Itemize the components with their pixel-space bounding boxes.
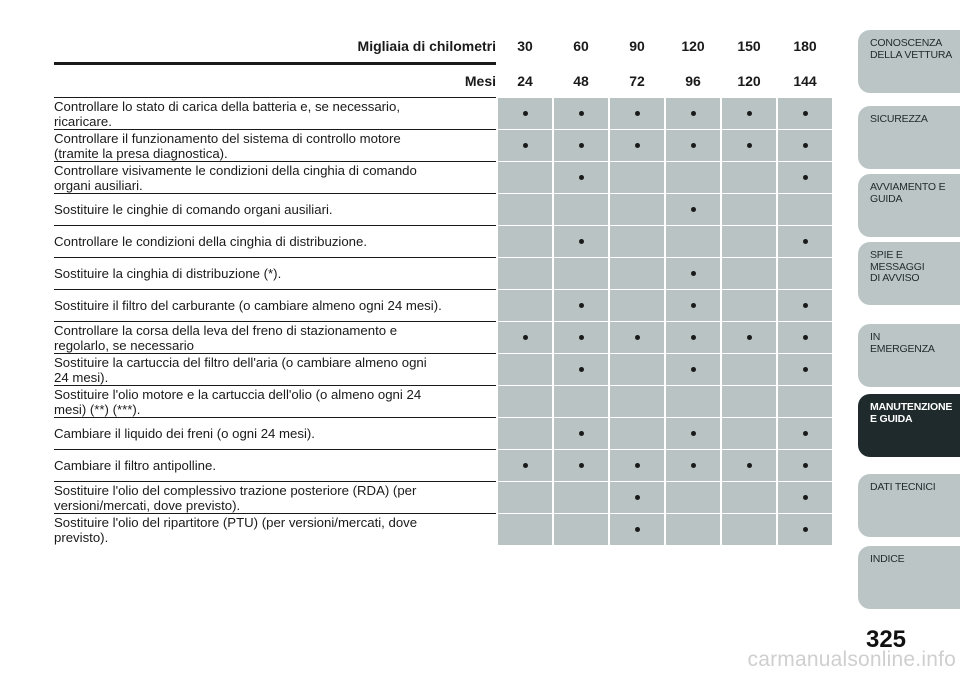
interval-cell (722, 225, 776, 257)
scheduled-dot-icon (803, 111, 808, 116)
watermark: carmanualsonline.info (747, 648, 956, 671)
interval-cell (498, 513, 552, 545)
table-row (54, 449, 846, 481)
task-description (54, 321, 496, 353)
interval-cell (610, 481, 664, 513)
sidebar-tab-6[interactable]: DATI TECNICI (858, 474, 960, 537)
scheduled-dot-icon (803, 463, 808, 468)
interval-cell (498, 449, 552, 481)
interval-cell (778, 129, 832, 161)
scheduled-dot-icon (579, 463, 584, 468)
scheduled-dot-icon (691, 303, 696, 308)
scheduled-dot-icon (803, 431, 808, 436)
interval-cell (778, 417, 832, 449)
scheduled-dot-icon (579, 175, 584, 180)
task-description (54, 225, 496, 257)
interval-cell (666, 257, 720, 289)
task-text-line: regolarlo, se necessario (54, 337, 195, 353)
km-header-cells (496, 38, 832, 54)
sidebar-tab-7[interactable]: INDICE (858, 546, 960, 609)
interval-cell (666, 161, 720, 193)
interval-cell (554, 161, 608, 193)
scheduled-dot-icon (635, 335, 640, 340)
page-number: 325 (865, 626, 907, 653)
task-text-line: Sostituire la cinghia di distribuzione (*). (54, 266, 282, 281)
interval-cell (722, 97, 776, 129)
task-text-line: previsto). (54, 529, 109, 545)
task-text-line: mesi) (**) (***). (54, 401, 141, 417)
interval-cell (722, 193, 776, 225)
interval-cell (610, 449, 664, 481)
task-text-line: Controllare lo stato di carica della batteria e, se necessario, (54, 98, 400, 114)
months-header-4: 120 (737, 73, 761, 89)
interval-cell (554, 97, 608, 129)
interval-cell (778, 225, 832, 257)
task-text-line: organi ausiliari. (54, 177, 143, 193)
table-row (54, 481, 846, 513)
interval-cell (554, 353, 608, 385)
interval-cell (778, 321, 832, 353)
months-header-2: 72 (629, 73, 645, 89)
interval-cell (722, 513, 776, 545)
interval-cell (778, 513, 832, 545)
months-header-3: 96 (685, 73, 701, 89)
interval-cell (610, 161, 664, 193)
interval-cell (722, 289, 776, 321)
interval-cell (610, 417, 664, 449)
km-header-row (54, 30, 846, 62)
interval-cell (554, 449, 608, 481)
scheduled-dot-icon (803, 495, 808, 500)
km-header-3: 120 (681, 38, 705, 54)
scheduled-dot-icon (691, 271, 696, 276)
scheduled-dot-icon (803, 335, 808, 340)
interval-cell (610, 321, 664, 353)
table-row (54, 385, 846, 417)
task-text-line: Sostituire l'olio del complessivo trazione posteriore (RDA) (per (54, 482, 417, 498)
interval-cell (666, 97, 720, 129)
sidebar-tab-1[interactable]: SICUREZZA (858, 106, 960, 169)
interval-cell (498, 257, 552, 289)
task-text-line: versioni/mercati, dove previsto). (54, 497, 241, 513)
scheduled-dot-icon (579, 111, 584, 116)
task-text-line: Cambiare il filtro antipolline. (54, 458, 216, 473)
task-description (54, 97, 496, 129)
interval-cell (666, 385, 720, 417)
scheduled-dot-icon (635, 527, 640, 532)
interval-cell (554, 385, 608, 417)
interval-cell (554, 513, 608, 545)
km-header-1: 60 (573, 38, 589, 54)
interval-cell (722, 417, 776, 449)
interval-cell (666, 193, 720, 225)
interval-cell (666, 321, 720, 353)
task-description (54, 353, 496, 385)
interval-cell (498, 481, 552, 513)
scheduled-dot-icon (635, 463, 640, 468)
scheduled-dot-icon (579, 431, 584, 436)
interval-cell (666, 417, 720, 449)
task-description (54, 481, 496, 513)
interval-cell (554, 129, 608, 161)
table-row (54, 225, 846, 257)
interval-cell (610, 129, 664, 161)
interval-cell (610, 353, 664, 385)
task-text-line: Controllare visivamente le condizioni della cinghia di comando (54, 162, 417, 178)
scheduled-dot-icon (691, 207, 696, 212)
interval-cell (554, 257, 608, 289)
interval-cell (498, 385, 552, 417)
task-text-line: Controllare la corsa della leva del freno di stazionamento e (54, 322, 398, 338)
task-text-line: Controllare le condizioni della cinghia di distribuzione. (54, 234, 368, 249)
scheduled-dot-icon (803, 239, 808, 244)
scheduled-dot-icon (635, 143, 640, 148)
scheduled-dot-icon (635, 495, 640, 500)
table-row (54, 513, 846, 545)
interval-cell (610, 97, 664, 129)
interval-cell (666, 129, 720, 161)
scheduled-dot-icon (691, 335, 696, 340)
interval-cell (722, 385, 776, 417)
table-row (54, 417, 846, 449)
task-text-line: Sostituire le cinghie di comando organi ausiliari. (54, 202, 333, 217)
scheduled-dot-icon (691, 143, 696, 148)
scheduled-dot-icon (691, 431, 696, 436)
interval-cell (554, 225, 608, 257)
scheduled-dot-icon (803, 527, 808, 532)
task-text-line: Sostituire il filtro del carburante (o cambiare almeno ogni 24 mesi). (54, 298, 442, 313)
interval-cell (778, 353, 832, 385)
task-text-line: Controllare il funzionamento del sistema di controllo motore (54, 130, 401, 146)
task-description (54, 129, 496, 161)
scheduled-dot-icon (691, 367, 696, 372)
task-text-line: (tramite la presa diagnostica). (54, 145, 228, 161)
scheduled-dot-icon (579, 335, 584, 340)
interval-cell (778, 193, 832, 225)
task-text-line: ricaricare. (54, 113, 112, 129)
interval-cell (778, 385, 832, 417)
scheduled-dot-icon (803, 303, 808, 308)
task-text-line: Sostituire l'olio motore e la cartuccia dell'olio (o almeno ogni 24 (54, 386, 422, 402)
chapter-sidebar (858, 30, 960, 578)
interval-cell (666, 449, 720, 481)
sidebar-tab-5[interactable]: MANUTENZIONE E GUIDA (858, 394, 960, 457)
interval-cell (554, 289, 608, 321)
table-row (54, 257, 846, 289)
scheduled-dot-icon (747, 335, 752, 340)
interval-cell (498, 97, 552, 129)
sidebar-tab-4[interactable]: IN EMERGENZA (858, 324, 960, 387)
sidebar-tab-0[interactable]: CONOSCENZA DELLA VETTURA (858, 30, 960, 93)
task-text-line: Sostituire l'olio del ripartitore (PTU) (per versioni/mercati, dove (54, 514, 418, 530)
interval-cell (666, 513, 720, 545)
interval-cell (610, 513, 664, 545)
interval-cell (722, 161, 776, 193)
interval-cell (778, 257, 832, 289)
interval-cell (610, 193, 664, 225)
scheduled-dot-icon (747, 143, 752, 148)
table-row (54, 289, 846, 321)
scheduled-dot-icon (579, 367, 584, 372)
scheduled-dot-icon (635, 111, 640, 116)
task-text-line: Cambiare il liquido dei freni (o ogni 24 mesi). (54, 426, 315, 441)
interval-cell (498, 225, 552, 257)
table-row (54, 161, 846, 193)
scheduled-dot-icon (803, 175, 808, 180)
interval-cell (722, 129, 776, 161)
scheduled-dot-icon (747, 463, 752, 468)
scheduled-dot-icon (579, 239, 584, 244)
scheduled-dot-icon (523, 111, 528, 116)
interval-cell (722, 481, 776, 513)
months-header-row (54, 65, 846, 97)
months-header-0: 24 (517, 73, 533, 89)
interval-cell (498, 417, 552, 449)
interval-cell (722, 353, 776, 385)
task-description (54, 385, 496, 417)
interval-cell (778, 161, 832, 193)
interval-cell (498, 193, 552, 225)
table-row (54, 353, 846, 385)
months-header-label: Mesi (464, 73, 496, 89)
task-text-line: 24 mesi). (54, 369, 109, 385)
task-description (54, 257, 496, 289)
scheduled-dot-icon (523, 335, 528, 340)
interval-cell (666, 225, 720, 257)
task-text-line: Sostituire la cartuccia del filtro dell'aria (o cambiare almeno ogni (54, 354, 427, 370)
scheduled-dot-icon (803, 143, 808, 148)
scheduled-dot-icon (747, 111, 752, 116)
scheduled-dot-icon (523, 143, 528, 148)
interval-cell (554, 193, 608, 225)
table-row (54, 129, 846, 161)
km-header-0: 30 (517, 38, 533, 54)
scheduled-dot-icon (691, 111, 696, 116)
interval-cell (498, 321, 552, 353)
interval-cell (666, 481, 720, 513)
interval-cell (666, 289, 720, 321)
scheduled-dot-icon (523, 463, 528, 468)
task-description (54, 161, 496, 193)
months-header-cells (496, 73, 832, 89)
interval-cell (722, 449, 776, 481)
task-description (54, 289, 496, 321)
scheduled-dot-icon (579, 303, 584, 308)
interval-cell (554, 321, 608, 353)
interval-cell (498, 161, 552, 193)
interval-cell (498, 129, 552, 161)
interval-cell (778, 97, 832, 129)
schedule-rows (54, 97, 846, 545)
interval-cell (610, 257, 664, 289)
task-description (54, 417, 496, 449)
interval-cell (610, 385, 664, 417)
scheduled-dot-icon (803, 367, 808, 372)
interval-cell (610, 225, 664, 257)
interval-cell (666, 353, 720, 385)
interval-cell (778, 289, 832, 321)
interval-cell (778, 481, 832, 513)
km-header-2: 90 (629, 38, 645, 54)
table-row (54, 321, 846, 353)
interval-cell (498, 353, 552, 385)
km-header-5: 180 (793, 38, 817, 54)
maintenance-schedule-table (54, 30, 846, 545)
sidebar-tab-2[interactable]: AVVIAMENTO E GUIDA (858, 174, 960, 237)
interval-cell (778, 449, 832, 481)
interval-cell (554, 417, 608, 449)
table-row (54, 193, 846, 225)
months-header-1: 48 (573, 73, 589, 89)
task-description (54, 513, 496, 545)
task-description (54, 449, 496, 481)
sidebar-tab-3[interactable]: SPIE E MESSAGGI DI AVVISO (858, 242, 960, 305)
interval-cell (498, 289, 552, 321)
scheduled-dot-icon (579, 143, 584, 148)
interval-cell (722, 321, 776, 353)
interval-cell (610, 289, 664, 321)
task-description (54, 193, 496, 225)
table-row (54, 97, 846, 129)
interval-cell (722, 257, 776, 289)
interval-cell (554, 481, 608, 513)
km-header-4: 150 (737, 38, 761, 54)
km-header-label: Migliaia di chilometri (357, 38, 496, 54)
scheduled-dot-icon (691, 463, 696, 468)
months-header-5: 144 (793, 73, 817, 89)
